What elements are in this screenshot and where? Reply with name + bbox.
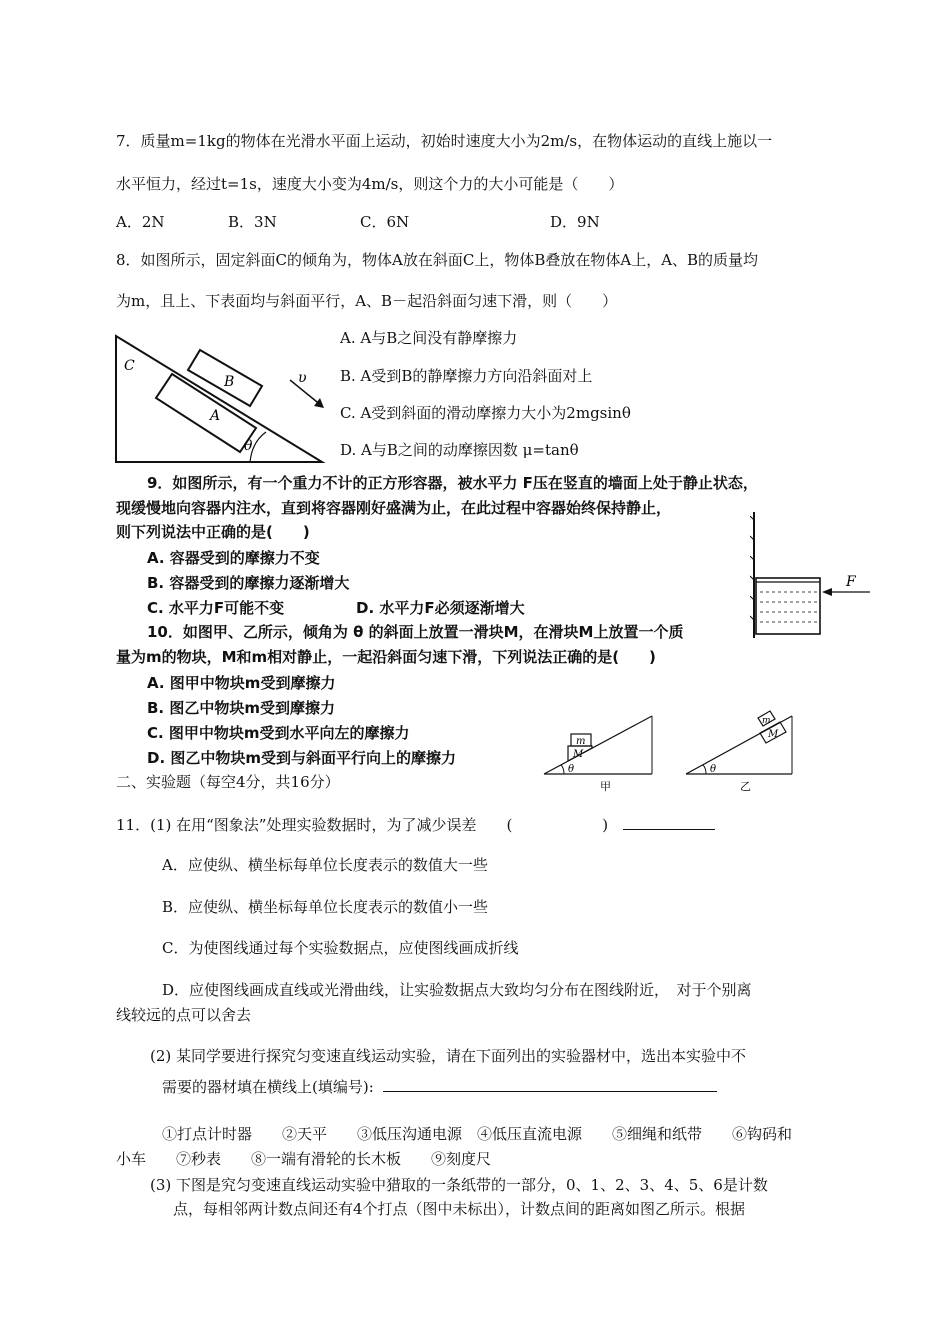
q7-option-d: D．9N xyxy=(550,213,600,231)
q10-yi-label-m: m xyxy=(762,716,771,726)
q10-option-d: D. 图乙中物块m受到与斜面平行向上的摩擦力 xyxy=(147,749,457,767)
q8-incline-figure xyxy=(112,328,332,468)
q11-part1-option-a: A．应使纵、横坐标每单位长度表示的数值大一些 xyxy=(162,856,488,874)
q10-figure-jia xyxy=(540,700,680,796)
q11-part2-line2: 需要的器材填在横线上(填编号): xyxy=(162,1077,717,1097)
q10-option-a: A. 图甲中物块m受到摩擦力 xyxy=(147,674,336,692)
q11-part1-answer-line[interactable] xyxy=(623,815,715,830)
q8-line2: 为m，且上、下表面均与斜面平行，A、B－起沿斜面匀速下滑，则（ ） xyxy=(116,292,618,310)
q9-container xyxy=(756,578,820,634)
q11-part1-option-d-cont: 线较远的点可以舍去 xyxy=(116,1006,252,1024)
q8-option-b: B. A受到B的静摩擦力方向沿斜面对上 xyxy=(340,367,593,385)
q10-line2: 量为m的物块，M和m相对静止，一起沿斜面匀速下滑，下列说法正确的是( ) xyxy=(116,648,656,666)
q11-part1-option-d: D．应使图线画成直线或光滑曲线，让实验数据点大致均匀分布在图线附近， 对于个别离 xyxy=(162,981,752,999)
q10-yi-label-theta: θ xyxy=(710,764,717,775)
q11-part1-option-b: B．应使纵、横坐标每单位长度表示的数值小一些 xyxy=(162,898,489,916)
q8-arrow-head xyxy=(314,398,324,408)
q9-line2: 现缓慢地向容器内注水，直到将容器刚好盛满为止，在此过程中容器始终保持静止， xyxy=(116,499,672,517)
q7-option-a: A．2N xyxy=(116,213,165,231)
q9-container-figure xyxy=(750,512,880,642)
q10-jia-label-M: M xyxy=(573,749,584,760)
q7-option-b: B．3N xyxy=(228,213,277,231)
q11-part2-line1: (2) 某同学要进行探究匀变速直线运动实验，请在下面列出的实验器材中，选出本实验中不 xyxy=(150,1047,747,1065)
q11-part1-question: 11．(1) 在用“图象法”处理实验数据时，为了减少误差 ( ) xyxy=(116,815,715,835)
q8-line1: 8．如图所示，固定斜面C的倾角为，物体A放在斜面C上，物体B叠放在物体A上，A、B的质量均 xyxy=(116,251,759,269)
q10-line1: 10．如图甲、乙所示，倾角为 θ 的斜面上放置一滑块M，在滑块M上放置一个质 xyxy=(147,623,684,641)
q8-label-b: B xyxy=(224,374,235,390)
q10-figure-yi xyxy=(682,700,802,796)
q8-label-theta: θ xyxy=(244,438,253,454)
q8-incline-c xyxy=(116,336,322,462)
q11-part3-line1: (3) 下图是究匀变速直线运动实验中猎取的一条纸带的一部分，0、1、2、3、4、5、6是计数 xyxy=(150,1176,768,1194)
q11-part1-option-c: C．为使图线通过每个实验数据点，应使图线画成折线 xyxy=(162,939,519,957)
q10-jia-label-m: m xyxy=(576,736,586,747)
q10-jia-label-theta: θ xyxy=(568,764,575,775)
q10-yi-label-M: M xyxy=(768,729,779,740)
q10-option-b: B. 图乙中物块m受到摩擦力 xyxy=(147,699,335,717)
q8-label-a: A xyxy=(210,408,221,424)
q9-option-c: C. 水平力F可能不变 xyxy=(147,599,285,617)
section2-heading: 二、实验题（每空4分，共16分） xyxy=(116,773,340,791)
q8-option-d: D. A与B之间的动摩擦因数 μ=tanθ xyxy=(340,441,579,459)
q11-part2-answer-line[interactable] xyxy=(383,1077,717,1092)
q7-line1: 7．质量m=1kg的物体在光滑水平面上运动，初始时速度大小为2m/s，在物体运动的直线上施以一 xyxy=(116,132,773,150)
q7-option-c: C．6N xyxy=(360,213,410,231)
q10-caption-yi: 乙 xyxy=(740,780,751,793)
q9-option-b: B. 容器受到的摩擦力逐渐增大 xyxy=(147,574,350,592)
q9-line3: 则下列说法中正确的是( ) xyxy=(116,523,310,541)
q8-option-c: C. A受到斜面的滑动摩擦力大小为2mgsinθ xyxy=(340,404,631,422)
q9-option-d: D. 水平力F必须逐渐增大 xyxy=(356,599,525,617)
q8-label-c: C xyxy=(124,358,135,374)
q10-caption-jia: 甲 xyxy=(600,780,611,793)
q9-label-f: F xyxy=(846,574,856,590)
q10-option-c: C. 图甲中物块m受到水平向左的摩擦力 xyxy=(147,724,410,742)
q11-part3-line2: 点，每相邻两计数点间还有4个打点（图中未标出），计数点间的距离如图乙所示。根据 xyxy=(173,1200,746,1218)
q11-part2-items-line1: ①打点计时器 ②天平 ③低压沟通电源 ④低压直流电源 ⑤细绳和纸带 ⑥钩码和 xyxy=(162,1125,793,1143)
q9-option-a: A. 容器受到的摩擦力不变 xyxy=(147,549,320,567)
q11-part2-items-line2: 小车 ⑦秒表 ⑧一端有滑轮的长木板 ⑨刻度尺 xyxy=(116,1150,492,1168)
q8-option-a: A. A与B之间没有静摩擦力 xyxy=(340,329,518,347)
q8-label-v: υ xyxy=(298,370,307,386)
q7-line2: 水平恒力，经过t=1s，速度大小变为4m/s，则这个力的大小可能是（ ） xyxy=(116,175,624,193)
q9-line1: 9．如图所示，有一个重力不计的正方形容器，被水平力 F压在竖直的墙面上处于静止状态， xyxy=(147,474,758,492)
